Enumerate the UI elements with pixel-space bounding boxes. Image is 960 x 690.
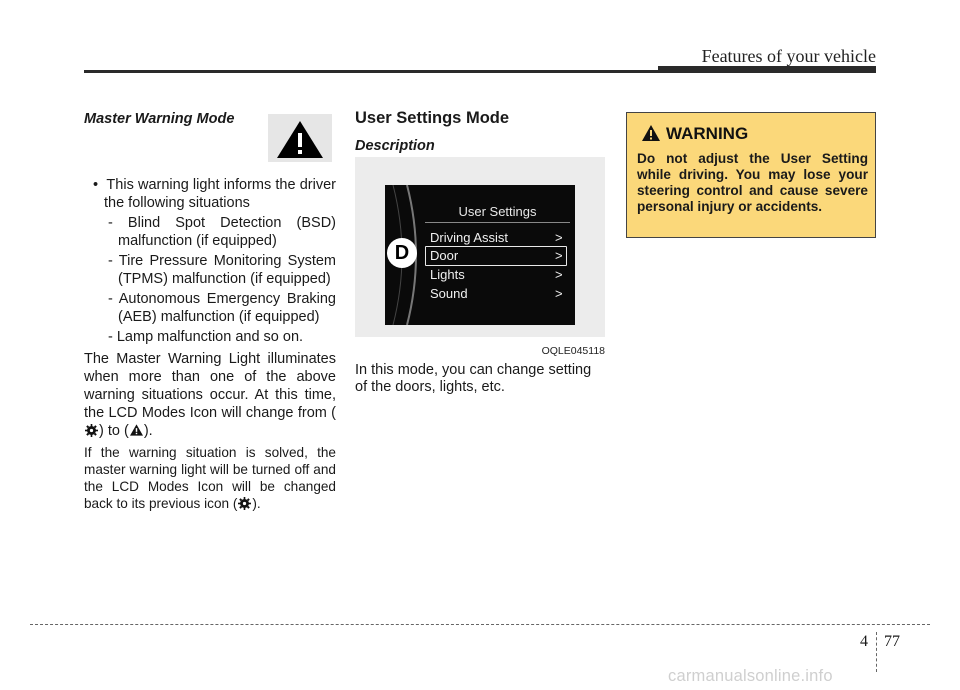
warning-triangle-icon <box>268 114 332 162</box>
lcd-menu-item: Lights <box>430 267 465 282</box>
figure-lcd <box>355 157 605 337</box>
chevron-right-icon: > <box>555 267 563 282</box>
paragraph-warning-solved: If the warning situation is solved, the master warning light will be turned off and the LCD Modes Icon will be changed back to its previous icon ( ). <box>84 445 336 511</box>
list-item: - Tire Pressure Monitoring System (TPMS) malfunction (if equipped) <box>108 253 336 287</box>
chevron-right-icon: > <box>555 248 563 263</box>
bullet-item: • This warning light informs the driver the following situations <box>93 177 336 211</box>
header-title: Features of your vehicle <box>701 46 876 66</box>
section-title-user-settings: User Settings Mode <box>355 109 510 127</box>
watermark: carmanualsonline.info <box>668 667 833 685</box>
lcd-menu-item: Door <box>430 248 459 263</box>
figure-caption: OQLE045118 <box>541 345 605 357</box>
warning-triangle-icon <box>642 125 660 141</box>
lcd-menu-item: Driving Assist <box>430 230 509 245</box>
list-item: - Autonomous Emergency Braking (AEB) malfunction (if equipped) <box>108 291 336 325</box>
warning-box <box>626 112 876 238</box>
user-settings-paragraph: In this mode, you can change setting of the doors, lights, etc. <box>355 362 592 395</box>
lcd-title: User Settings <box>458 204 537 219</box>
warning-text: Do not adjust the User Setting while driving. You may lose your steering control and cause severe personal injury or accidents. <box>637 151 868 214</box>
list-item: - Blind Spot Detection (BSD) malfunction (if equipped) <box>108 215 336 249</box>
subsection-title-description: Description <box>355 138 435 154</box>
list-item: - Lamp malfunction and so on. <box>108 329 304 345</box>
page-number: 77 <box>884 633 900 650</box>
lcd-screen <box>385 185 575 325</box>
paragraph-master-light: The Master Warning Light illuminates when more than one of the above warning situations occur. At this time, the LCD Modes Icon will change from () to ( ). <box>84 351 336 439</box>
lcd-menu-item: Sound <box>430 286 468 301</box>
footer-divider <box>876 632 877 672</box>
section-number: 4 <box>860 633 868 650</box>
gear-icon <box>238 497 251 510</box>
chevron-right-icon: > <box>555 286 563 301</box>
gear-icon <box>85 424 98 437</box>
drive-mode-badge: D <box>387 238 417 268</box>
middle-column <box>355 109 607 395</box>
left-column <box>84 110 336 512</box>
header-rule-accent <box>658 66 876 72</box>
footer-rule <box>30 624 930 625</box>
master-warning-icon-box <box>268 114 332 162</box>
chevron-right-icon: > <box>555 230 563 245</box>
section-title-master-warning: Master Warning Mode <box>84 111 235 127</box>
warning-title: WARNING <box>666 124 749 143</box>
lcd-divider <box>425 222 570 223</box>
warning-triangle-small-icon <box>130 424 143 436</box>
